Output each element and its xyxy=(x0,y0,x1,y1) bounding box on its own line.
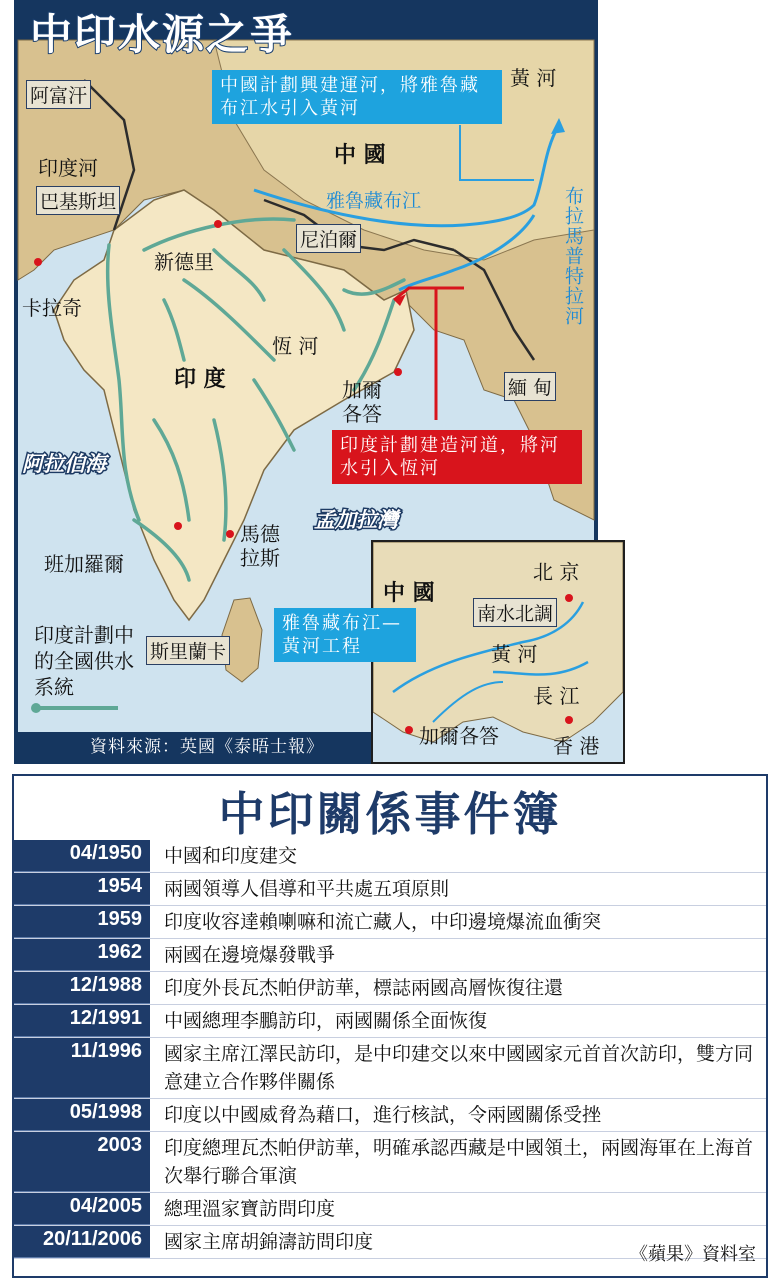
timeline-event: 兩國在邊境爆發戰爭 xyxy=(164,944,336,966)
label-sri-lanka: 斯里蘭卡 xyxy=(146,636,230,665)
timeline-event: 中國和印度建交 xyxy=(164,845,298,867)
legend-dot xyxy=(31,703,41,713)
timeline-date: 04/2005 xyxy=(14,1193,150,1225)
label-indus: 印度河 xyxy=(38,156,98,180)
timeline-event: 印度外長瓦杰帕伊訪華，標誌兩國高層恢復往還 xyxy=(164,977,564,999)
inset-label-hongkong: 香 港 xyxy=(553,734,600,758)
timeline-row xyxy=(14,1099,766,1132)
timeline-row xyxy=(14,939,766,972)
timeline-date: 2003 xyxy=(14,1132,150,1192)
timeline-title: 中印關係事件簿 xyxy=(218,787,562,841)
timeline-date: 1962 xyxy=(14,939,150,971)
label-karachi: 卡拉奇 xyxy=(22,296,82,320)
inset-label-yellow: 黃 河 xyxy=(491,642,538,666)
label-yarlung: 雅魯藏布江 xyxy=(326,190,422,212)
timeline-row xyxy=(14,1193,766,1226)
timeline-event: 印度總理瓦杰帕伊訪華，明確承認西藏是中國領土，兩國海軍在上海首次舉行聯合軍演 xyxy=(164,1137,754,1187)
inset-label-china: 中 國 xyxy=(383,581,435,606)
legend-label: 印度計劃中的全國供水系統 xyxy=(34,623,134,699)
timeline-date: 12/1991 xyxy=(14,1005,150,1037)
timeline-row xyxy=(14,906,766,939)
source-credit: 資料來源：英國《泰晤士報》 xyxy=(90,737,324,757)
label-yellow-river: 黃 河 xyxy=(510,66,557,90)
timeline-event: 印度以中國威脅為藉口，進行核試，令兩國關係受挫 xyxy=(164,1104,602,1126)
label-chennai: 馬德拉斯 xyxy=(240,522,280,570)
timeline-date: 20/11/2006 xyxy=(14,1226,150,1258)
inset-label-yangtze: 長 江 xyxy=(533,684,580,708)
timeline-date: 1959 xyxy=(14,906,150,938)
timeline-event: 印度收容達賴喇嘛和流亡藏人，中印邊境爆流血衝突 xyxy=(164,911,602,933)
timeline-date: 11/1996 xyxy=(14,1038,150,1098)
china-plan-callout: 中國計劃興建運河，將雅魯藏布江水引入黃河 xyxy=(212,70,502,124)
label-arabian-sea: 阿拉伯海 xyxy=(22,452,106,476)
label-brahmaputra: 布拉馬普特拉河 xyxy=(562,186,584,326)
label-ganges: 恆 河 xyxy=(272,334,319,358)
timeline-row xyxy=(14,1038,766,1099)
label-kolkata: 加爾各答 xyxy=(342,378,382,426)
india-plan-callout: 印度計劃建造河道，將河水引入恆河 xyxy=(332,430,582,484)
label-india: 印 度 xyxy=(174,367,226,392)
timeline-row xyxy=(14,972,766,1005)
label-myanmar: 緬 甸 xyxy=(504,372,556,401)
label-afghanistan: 阿富汗 xyxy=(26,80,91,109)
inset-label-kolkata: 加爾各答 xyxy=(419,724,499,748)
timeline-event: 兩國領導人倡導和平共處五項原則 xyxy=(164,878,450,900)
timeline-footer: 《蘋果》資料室 xyxy=(630,1244,756,1265)
timeline-rows xyxy=(14,840,766,1259)
map-title: 中印水源之爭 xyxy=(30,10,295,59)
timeline-event: 總理溫家寶訪問印度 xyxy=(164,1198,336,1220)
timeline-event: 中國總理李鵬訪印，兩國關係全面恢復 xyxy=(164,1010,488,1032)
timeline-date: 05/1998 xyxy=(14,1099,150,1131)
timeline-date: 04/1950 xyxy=(14,840,150,872)
label-new-delhi: 新德里 xyxy=(154,250,214,274)
label-bangalore: 班加羅爾 xyxy=(44,552,124,576)
timeline-date: 1954 xyxy=(14,873,150,905)
inset-label-south-north: 南水北調 xyxy=(473,598,557,627)
timeline-event: 國家主席江澤民訪印，是中印建交以來中國國家元首首次訪印，雙方同意建立合作夥伴關係 xyxy=(164,1043,754,1093)
label-pakistan: 巴基斯坦 xyxy=(36,186,120,215)
label-nepal: 尼泊爾 xyxy=(296,224,361,253)
timeline-date: 12/1988 xyxy=(14,972,150,1004)
timeline-event: 國家主席胡錦濤訪問印度 xyxy=(164,1231,374,1253)
timeline-row xyxy=(14,1005,766,1038)
timeline-row xyxy=(14,1132,766,1193)
map-panel xyxy=(14,0,598,764)
inset-callout: 雅魯藏布江—黃河工程 xyxy=(274,608,416,662)
timeline-row xyxy=(14,840,766,873)
inset-label-beijing: 北 京 xyxy=(533,560,580,584)
label-china: 中 國 xyxy=(334,143,386,168)
timeline-row xyxy=(14,873,766,906)
label-bay-of-bengal: 孟加拉灣 xyxy=(314,508,398,532)
timeline-panel xyxy=(12,774,768,1278)
